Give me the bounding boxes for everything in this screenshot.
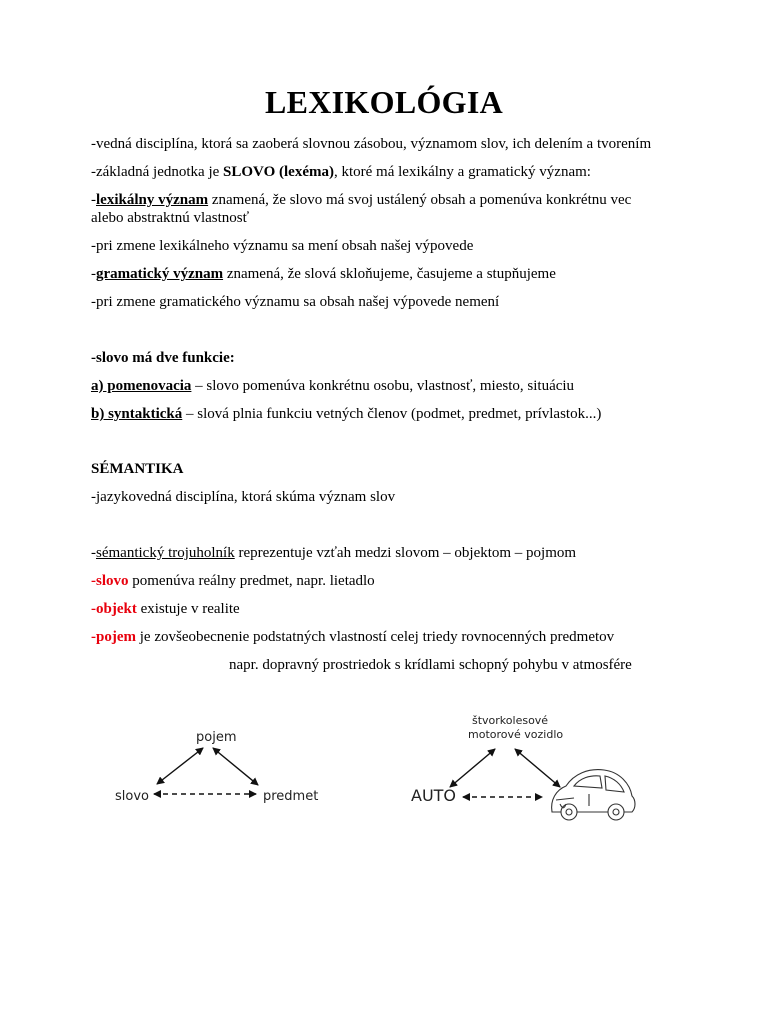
semantics-heading: SÉMANTIKA (91, 461, 184, 477)
slovo-lexema: SLOVO (lexéma) (223, 164, 334, 180)
example-triangle-diagram (384, 700, 768, 840)
objekt-line (91, 600, 240, 618)
function-a-text: – slovo pomenúva konkrétnu osobu, vlastnosť, miesto, situáciu (191, 378, 575, 394)
arrow-pojem-predmet (213, 748, 258, 785)
dash: - (91, 545, 96, 561)
objekt-term: objekt (96, 601, 137, 617)
semantic-triangle-text: reprezentuje vzťah medzi slovom – objektom – pojmom (234, 545, 577, 561)
intro-line-2-pre: -základná jednotka je (91, 164, 224, 180)
function-b-term: b) syntaktická (91, 406, 183, 422)
dash: - (91, 601, 96, 617)
intro-line-1: -vedná disciplína, ktorá sa zaoberá slovnou zásobou, významom slov, ich delením a tvorením (91, 136, 652, 152)
functions-heading: -slovo má dve funkcie: (91, 350, 235, 366)
intro-line-2 (91, 163, 591, 181)
function-a (91, 377, 574, 395)
pojem-text: je zovšeobecnenie podstatných vlastností celej triedy rovnocenných predmetov (136, 629, 615, 645)
diagram-label-vehicle-line2: motorové vozidlo (468, 728, 564, 741)
slovo-line (91, 572, 375, 590)
pojem-term: pojem (96, 629, 136, 645)
slovo-text: pomenúva reálny predmet, napr. lietadlo (128, 573, 375, 589)
dash: - (91, 629, 96, 645)
page-title: LEXIKOLÓGIA (264, 84, 504, 120)
intro-line-3 (91, 191, 631, 209)
diagram-label-pojem: pojem (196, 730, 237, 745)
dash: - (91, 192, 96, 208)
car-icon (552, 770, 635, 820)
slovo-term: slovo (96, 573, 129, 589)
diagram-label-auto: AUTO (411, 786, 457, 805)
lexical-meaning-term: lexikálny význam (96, 192, 209, 208)
semantic-triangle-line (91, 544, 576, 562)
function-a-term: a) pomenovacia (91, 378, 192, 394)
example-line: napr. dopravný prostriedok s krídlami schopný pohybu v atmosfére (229, 657, 632, 673)
function-b (91, 405, 601, 423)
dash: - (91, 573, 96, 589)
intro-line-4: -pri zmene lexikálneho významu sa mení obsah našej výpovede (91, 238, 474, 254)
arrow-concept-car (515, 749, 560, 787)
intro-line-5-post: znamená, že slová skloňujeme, časujeme a stupňujeme (223, 266, 556, 282)
intro-line-5 (91, 265, 556, 283)
semantics-definition: -jazykovedná disciplína, ktorá skúma význam slov (91, 489, 396, 505)
pojem-line (91, 628, 614, 646)
semantic-triangle-diagram (0, 700, 384, 840)
arrow-auto-concept (450, 749, 495, 787)
intro-line-3-continuation: alebo abstraktnú vlastnosť (91, 210, 250, 226)
semantic-triangle-term: sémantický trojuholník (96, 545, 235, 561)
diagram-label-predmet: predmet (263, 789, 319, 804)
function-b-text: – slová plnia funkciu vetných členov (podmet, predmet, prívlastok...) (182, 406, 602, 422)
objekt-text: existuje v realite (136, 601, 240, 617)
intro-line-3-post: znamená, že slovo má svoj ustálený obsah a pomenúva konkrétnu vec (208, 192, 632, 208)
intro-line-6: -pri zmene gramatického významu sa obsah našej výpovede nemení (91, 294, 500, 310)
intro-line-2-post: , ktoré má lexikálny a gramatický význam: (333, 164, 591, 180)
arrow-slovo-pojem (157, 748, 203, 784)
grammatical-meaning-term: gramatický význam (96, 266, 224, 282)
dash: - (91, 266, 96, 282)
diagram-label-slovo: slovo (115, 789, 149, 804)
diagram-label-vehicle-line1: štvorkolesové (472, 714, 549, 727)
